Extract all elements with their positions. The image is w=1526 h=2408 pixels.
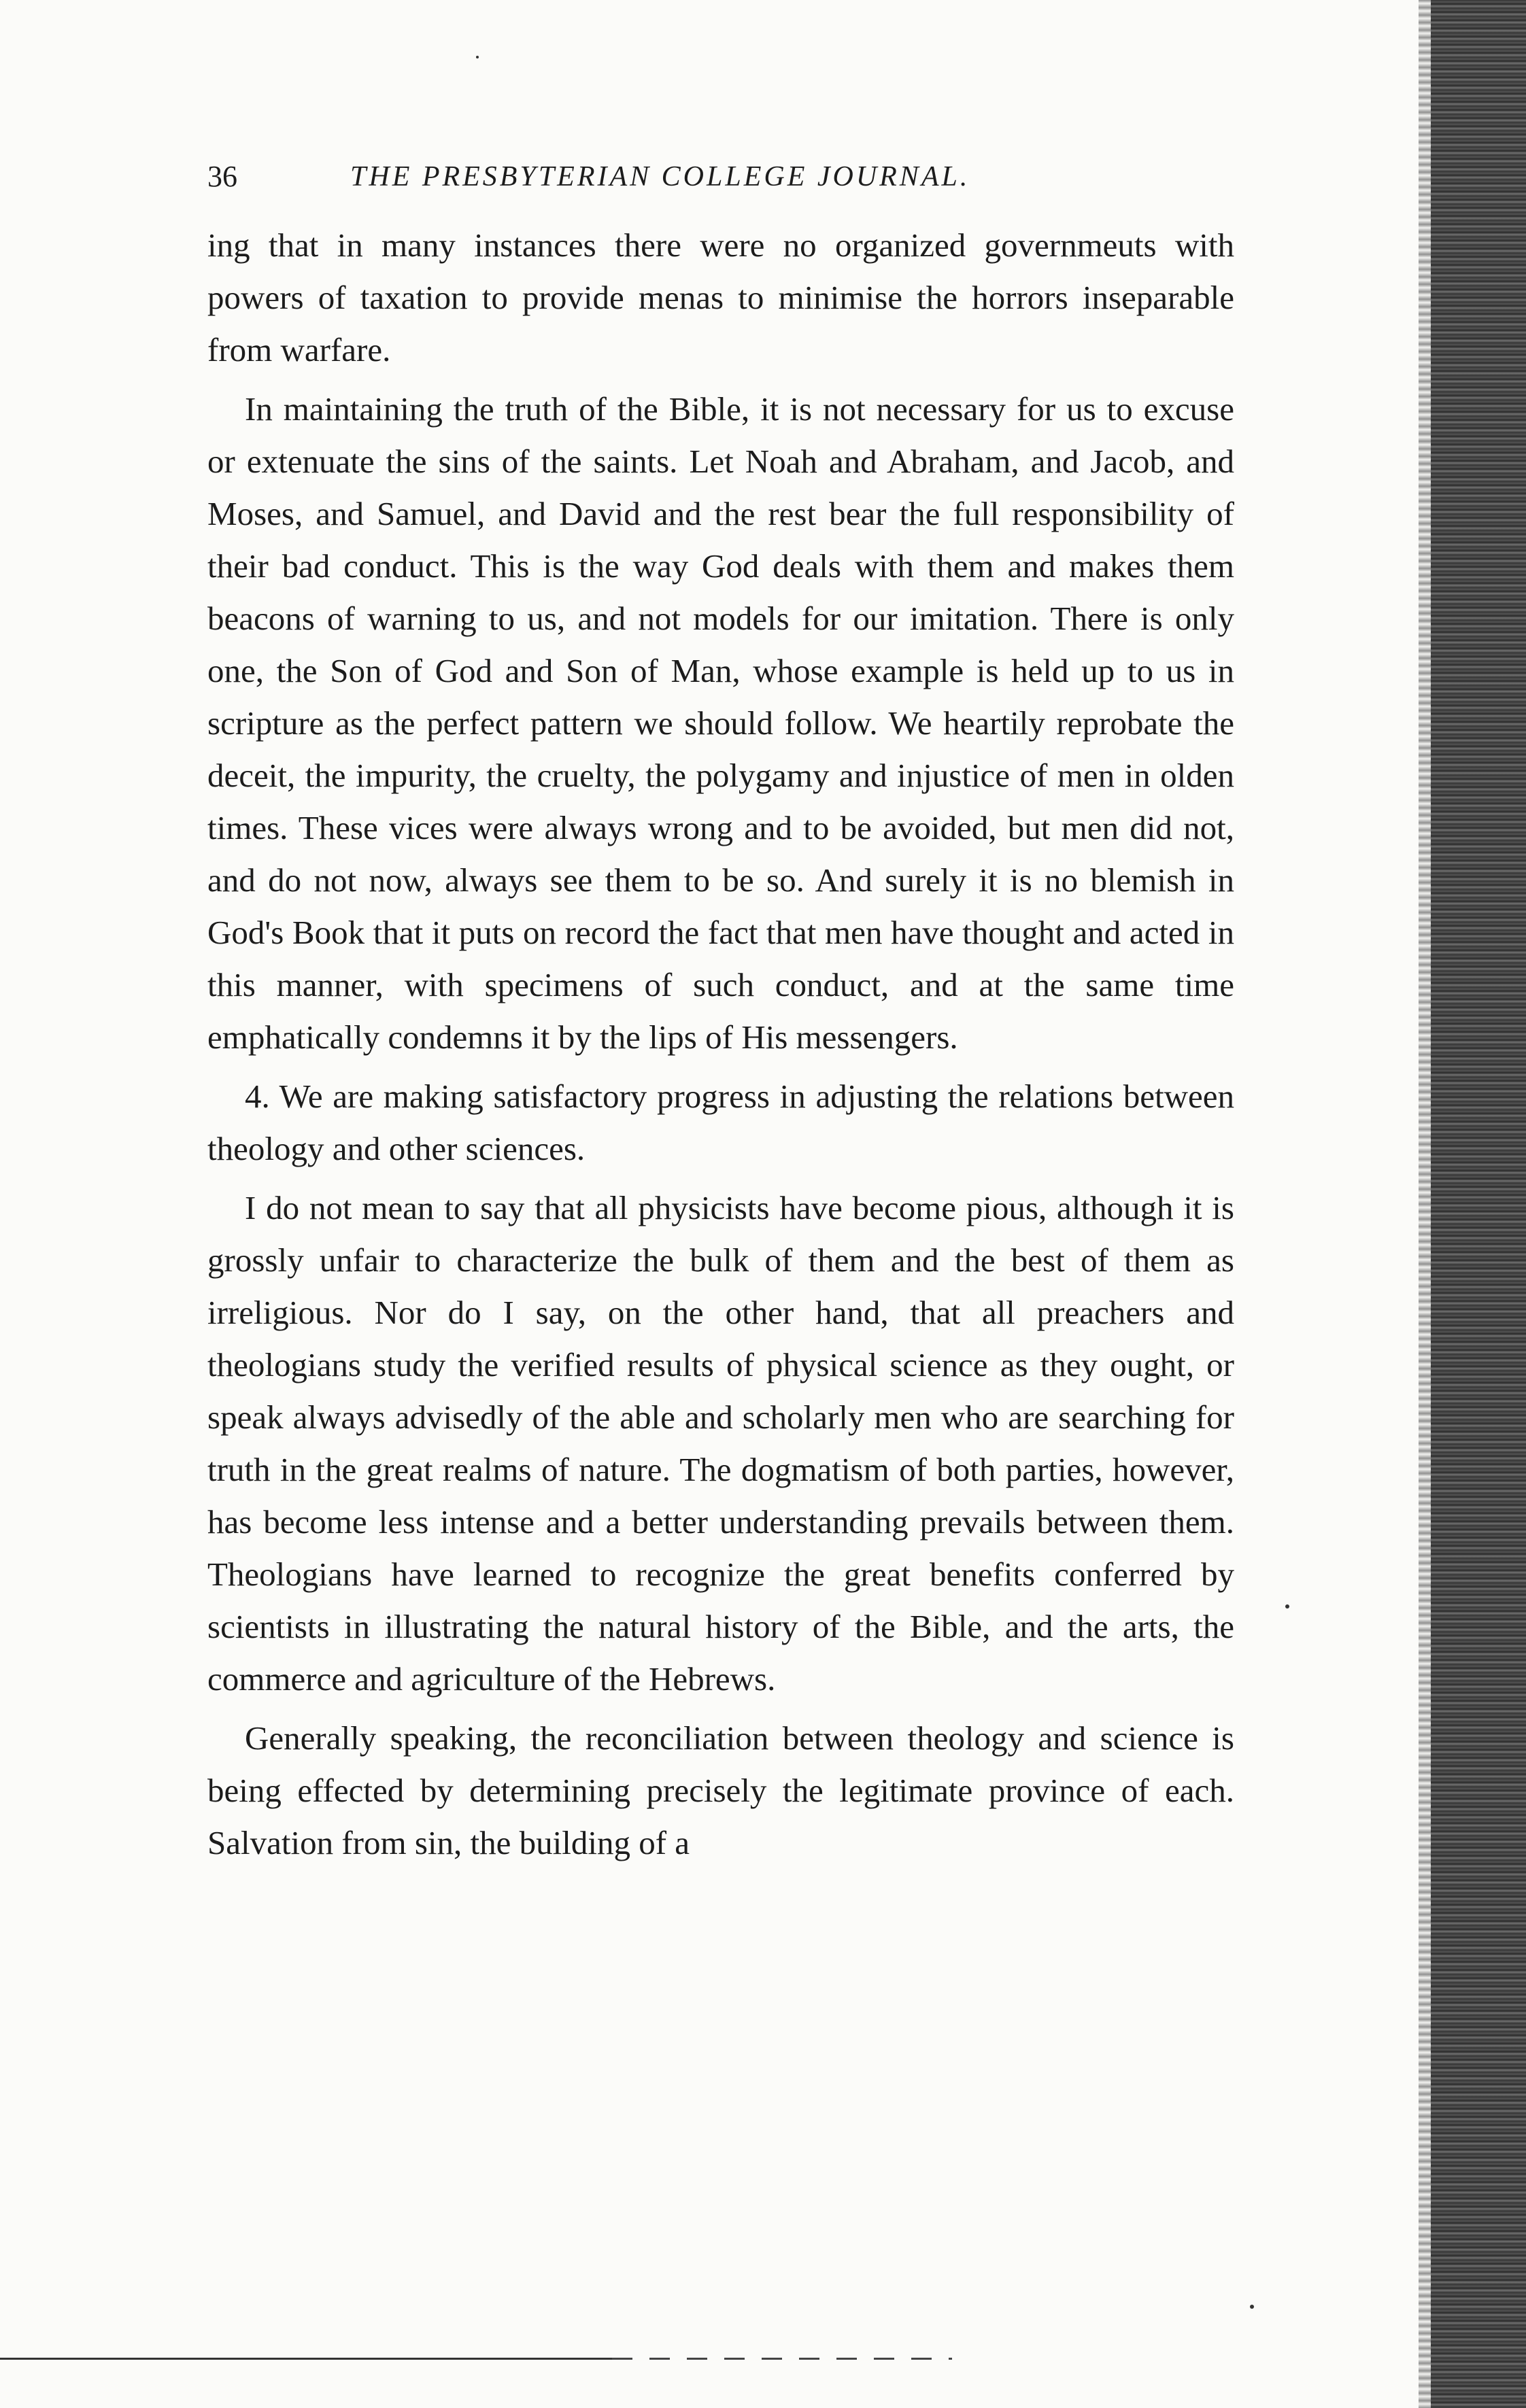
running-head: THE PRESBYTERIAN COLLEGE JOURNAL. bbox=[350, 161, 970, 192]
scan-speck bbox=[476, 56, 479, 58]
page-number: 36 bbox=[207, 160, 237, 193]
paragraph-numbered-point: 4. We are making satisfactory progress in adjusting the relations between theology and other sciences. bbox=[207, 1078, 1234, 1167]
paragraph-continuation: ing that in many instances there were no organized governmeuts with powers of taxation to provide menas to minimise the horrors inseparable from warfare. bbox=[207, 226, 1234, 368]
paragraph: I do not mean to say that all physicists have become pious, although it is grossly unfair to characterize the bulk of them and the best of them as irreligious. Nor do I say, on the other hand, that all preachers and theologians study the verified results of physical science as they ought, or speak always advisedly of the able and scholarly men who are searching for truth in the great realms of nature. The dogmatism of both parties, however, has become less intense and a better understanding prevails between them. Theologians have learned to recognize the great benefits conferred by scientists in illustrating the natural history of the Bible, and the arts, the commerce and agriculture of the Hebrews. bbox=[207, 1189, 1234, 1698]
bottom-scan-rule bbox=[0, 2358, 612, 2360]
scan-speck bbox=[1250, 2305, 1254, 2309]
scan-speck bbox=[1285, 1604, 1289, 1609]
page-header bbox=[207, 156, 1227, 204]
body-text bbox=[207, 219, 1234, 1876]
scan-binding-edge bbox=[1431, 0, 1526, 2408]
paragraph: Generally speaking, the reconciliation between theology and science is being effected by determining precisely the legitimate province of each. Salvation from sin, the building of a bbox=[207, 1719, 1234, 1861]
paragraph: In maintaining the truth of the Bible, it is not necessary for us to excuse or extenuate the sins of the saints. Let Noah and Abraham, and Jacob, and Moses, and Samuel, and David and the rest bear the full responsibility of their bad conduct. This is the way God deals with them and makes them beacons of warning to us, and not models for our imitation. There is only one, the Son of God and Son of Man, whose example is held up to us in scripture as the perfect pattern we should follow. We heartily reprobate the deceit, the impurity, the cruelty, the polygamy and injustice of men in olden times. These vices were always wrong and to be avoided, but men did not, and do not now, always see them to be so. And surely it is no blemish in God's Book that it puts on record the fact that men have thought and acted in this manner, with specimens of such conduct, and at the same time emphatically condemns it by the lips of His messengers. bbox=[207, 390, 1234, 1056]
bottom-scan-rule-dashed bbox=[612, 2358, 952, 2360]
